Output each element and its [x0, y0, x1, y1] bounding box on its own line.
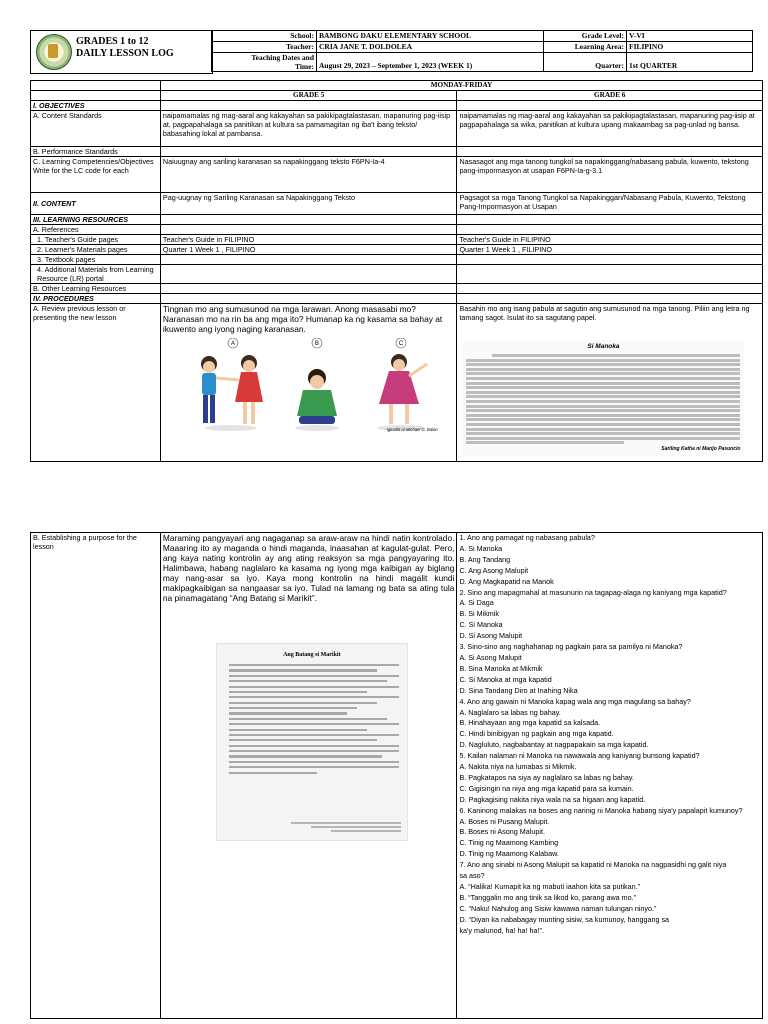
title-line2: DAILY LESSON LOG — [76, 48, 174, 59]
school-value: BAMBONG DAKU ELEMENTARY SCHOOL — [317, 31, 544, 42]
question-item: 6. Kaninong malakas na boses ang narinig ni Manoka habang siya'y papalapit kumunoy? — [459, 805, 743, 815]
answer-choice: C. Ang Asong Malupit — [459, 565, 529, 575]
purpose-g5-cell — [160, 533, 457, 1019]
poem-text — [217, 664, 407, 774]
review-label: A. Review previous lesson or presenting the new lesson — [31, 304, 161, 462]
story-author: Sariling Katha ni Marijo Pasuncio — [661, 446, 741, 452]
question-item: 7. Ano ang sinabi ni Asong Malupit sa kapatid ni Manoka na nagpasidhi ng galit niya — [459, 860, 727, 870]
answer-choice: D. Tinig ng Maamong Kalabaw. — [459, 849, 559, 859]
answer-choice: A. Si Manoka — [459, 543, 503, 553]
answer-choice: C. Gigisingin na niya ang mga kapatid para sa kumain. — [459, 783, 634, 793]
dates-label-2: Time: — [294, 62, 314, 71]
learning-area-label: Learning Area: — [544, 42, 627, 53]
teacher-value: CRIA JANE T. DOLDOLEA — [317, 42, 544, 53]
answer-choice: D. Ang Magkapatid na Manok — [459, 576, 554, 586]
answer-choice: D. Nagluluto, nagbabantay at nagpapakain sa mga kapatid. — [459, 740, 649, 750]
learners-materials-g6: Quarter 1 Week 1 , FILIPINO — [457, 245, 763, 255]
learners-materials-g5: Quarter 1 Week 1 , FILIPINO — [160, 245, 457, 255]
children-illustration — [181, 338, 441, 432]
answer-choice: C. Tinig ng Maamong Kambing — [459, 838, 559, 848]
performance-standards-label: B. Performance Standards — [31, 147, 161, 157]
story-image — [462, 340, 744, 456]
purpose-g5: Maraming pangyayari ang nagaganap sa araw-araw na hindi natin kontrolado. Maaaring ito ay maganda o hindi maganda, inaasahan at kagulat-gulat. Pero, ang kaya nating kontrolin ay ang ating reaksyon sa mga pangyayaring ito. Halimbawa, habang naglalaro ka kasama ng iyong mga kaibigan ay biglang may nang-asar sa iyo. Kaya mong kontrolin na hindi magalit kundi makipagkaibigan sa nangaasar sa iyo. Tulad na lamang ng bata sa ating tula na pinamagatang “Ang Batang si Marikit”. — [162, 533, 455, 603]
grade6-heading: GRADE 6 — [457, 91, 763, 101]
content-g6: Pagsagot sa mga Tanong Tungkol sa Napakinggan/Nabasang Pabula, Kuwento, Tekstong Pang-Impormasyon at Usapan — [457, 193, 763, 215]
answer-choice: B. Hinahayaan ang mga kapatid sa kalsada. — [459, 718, 601, 728]
review-g5-cell — [160, 304, 457, 462]
poem-image — [216, 643, 408, 841]
answer-choice: A. Boses ni Pusang Malupit. — [459, 816, 550, 826]
title-line1: GRADES 1 to 12 — [76, 36, 149, 47]
answer-choice: C. “Naku! Nahulog ang Sisiw kawawa naman tulungan ninyo.” — [459, 903, 657, 913]
answer-choice: B. Si Mikmik — [459, 609, 499, 619]
question-list — [459, 533, 760, 937]
teachers-guide-label: 1. Teacher's Guide pages — [31, 235, 161, 245]
learners-materials-label: 2. Learner's Materials pages — [31, 245, 161, 255]
textbook-label: 3. Textbook pages — [31, 255, 161, 265]
grade-level-label: Grade Level: — [544, 31, 627, 42]
pic-label-b: B — [314, 341, 319, 347]
days-heading: MONDAY-FRIDAY — [160, 81, 762, 91]
answer-choice: A. Si Asong Malupit — [459, 652, 522, 662]
question-item: 1. Ano ang pamagat ng nabasang pabula? — [459, 533, 595, 542]
dates-value: August 29, 2023 – September 1, 2023 (WEEK 1) — [317, 53, 544, 72]
dates-label-1: Teaching Dates and — [251, 53, 314, 62]
questions-g6 — [457, 533, 763, 1019]
lesson-log-header — [30, 30, 762, 74]
question-item: 5. Kailan nalaman ni Manoka na nawawala ang kaniyang bunsong kapatid? — [459, 751, 700, 761]
answer-choice: B. Pagkatapos na siya ay naglalaro sa labas ng bahay. — [459, 772, 634, 782]
content-standards-g6: naipamamalas ng mag-aaral ang kakayahan sa pakikipagtalastasan, mapanuring pag-iisip at pagpapahalaga sa wika, panitikan at kultura upang makaambag sa pag-unlad ng bansa. — [457, 111, 763, 147]
answer-choice: ka'y malunod, ha! ha! ha!”. — [459, 925, 544, 935]
review-g6-cell — [457, 304, 763, 462]
procedures-section: IV. PROCEDURES — [31, 294, 161, 304]
question-item: 4. Ano ang gawain ni Manoka kapag wala ang mga magulang sa bahay? — [459, 696, 691, 706]
school-label: School: — [212, 31, 317, 42]
answer-choice: sa aso? — [459, 871, 485, 881]
other-resources-label: B. Other Learning Resources — [31, 284, 161, 294]
answer-choice: A. Nakita niya na lumabas si Mikmik. — [459, 762, 577, 772]
story-text — [462, 354, 744, 444]
purpose-label: B. Establishing a purpose for the lesson — [31, 533, 161, 1019]
grade-level-value: V-VI — [627, 31, 753, 42]
answer-choice: D. Si Asong Malupit — [459, 631, 523, 641]
competencies-g5: Naiuugnay ang sariling karanasan sa napakinggang teksto F6PN-Ia-4 — [160, 157, 457, 193]
answer-choice: C. Hindi binibigyan ng pagkain ang mga kapatid. — [459, 729, 614, 739]
teachers-guide-g5: Teacher's Guide in FILIPINO — [160, 235, 457, 245]
content-g5: Pag-uugnay ng Sariling Karanasan sa Napakinggang Teksto — [160, 193, 457, 215]
content-section: II. CONTENT — [31, 193, 161, 215]
question-item: 2. Sino ang mapagmahal at masunurin na tagapag-alaga ng kaniyang mga kapatid? — [459, 587, 727, 597]
references-label: A. References — [31, 225, 161, 235]
answer-choice: D. Pagkagising nakita niya wala na sa higaan ang kapatid. — [459, 794, 646, 804]
deped-seal-icon — [36, 34, 72, 70]
competencies-g6: Nasasagot ang mga tanong tungkol sa napakinggang/nabasang pabula, kuwento, tekstong pang-impormasyon at usapan F6PN-Ia-g-3.1 — [457, 157, 763, 193]
competencies-label: C. Learning Competencies/Objectives Write for the LC code for each — [31, 157, 161, 193]
answer-choice: A. Si Daga — [459, 598, 494, 608]
answer-choice: C. Si Manoka — [459, 620, 503, 630]
poem-title: Ang Batang si Marikit — [283, 652, 341, 658]
question-item: 3. Sino-sino ang naghahanap ng pagkain para sa pamilya ni Manoka? — [459, 642, 683, 652]
review-g5: Tingnan mo ang sumusunod na mga larawan. Anong masasabi mo? Naranasan mo na rin ba ang mga ito? Humanap ka ng kasama sa bahay at ikuwento ang iyong naging karanasan. — [162, 304, 443, 334]
additional-materials-label: 4. Additional Materials from Learning Resource (LR) portal — [31, 265, 161, 284]
lesson-table-top — [30, 80, 763, 462]
resources-section: III. LEARNING RESOURCES — [31, 215, 161, 225]
lesson-table-bottom — [30, 532, 763, 1019]
answer-choice: D. “Diyan ka nababagay munting sisiw, sa kumunoy, hanggang sa — [459, 914, 670, 924]
header-title-box — [30, 30, 213, 74]
objectives-section: I. OBJECTIVES — [31, 101, 161, 111]
dates-label — [212, 53, 317, 72]
answer-choice: B. Ang Tandang — [459, 554, 511, 564]
header-info-table — [211, 30, 753, 72]
quarter-label: Quarter: — [544, 53, 627, 72]
quarter-value: 1st QUARTER — [627, 53, 753, 72]
content-standards-g5: naipamamalas ng mag-aaral ang kakayahan sa pakikipagtalastasan, mapanuring pag-iisip at, pagpapahalaga sa panitikan at kultura sa pamamagitan ng iba't ibang teksto/ babasahing lokal at pambansa. — [160, 111, 457, 147]
answer-choice: C. Si Manoka at mga kapatid — [459, 674, 552, 684]
story-title: Si Manoka — [587, 343, 620, 350]
answer-choice: D. Sina Tandang Diro at Inahing Nika — [459, 685, 578, 695]
header-title — [76, 36, 174, 60]
pic-credit: - Iginuhit ni Michael G. Balan — [384, 427, 438, 432]
content-standards-label: A. Content Standards — [31, 111, 161, 147]
answer-choice: B. Boses ni Asong Malupit. — [459, 827, 545, 837]
grade5-heading: GRADE 5 — [160, 91, 457, 101]
teacher-label: Teacher: — [212, 42, 317, 53]
answer-choice: A. Naglalaro sa labas ng bahay. — [459, 707, 561, 717]
answer-choice: B. Sina Manoka at Mikmik — [459, 663, 543, 673]
poem-credit — [291, 820, 401, 834]
teachers-guide-g6: Teacher's Guide in FILIPINO — [457, 235, 763, 245]
answer-choice: A. “Halika! Kumapit ka ng mabuti iaahon kita sa putikan.” — [459, 882, 641, 891]
review-g6: Basahin mo ang isang pabula at sagutin ang sumusunod na mga tanong. Piliin ang letra ng tamang sagot. Isulat ito sa sagutang papel. — [459, 304, 750, 322]
learning-area-value: FILIPINO — [627, 42, 753, 53]
pic-label-a: A — [230, 341, 235, 347]
pic-label-c: C — [398, 341, 404, 347]
answer-choice: B. “Tanggalin mo ang tinik sa likod ko, parang awa mo.” — [459, 892, 637, 902]
